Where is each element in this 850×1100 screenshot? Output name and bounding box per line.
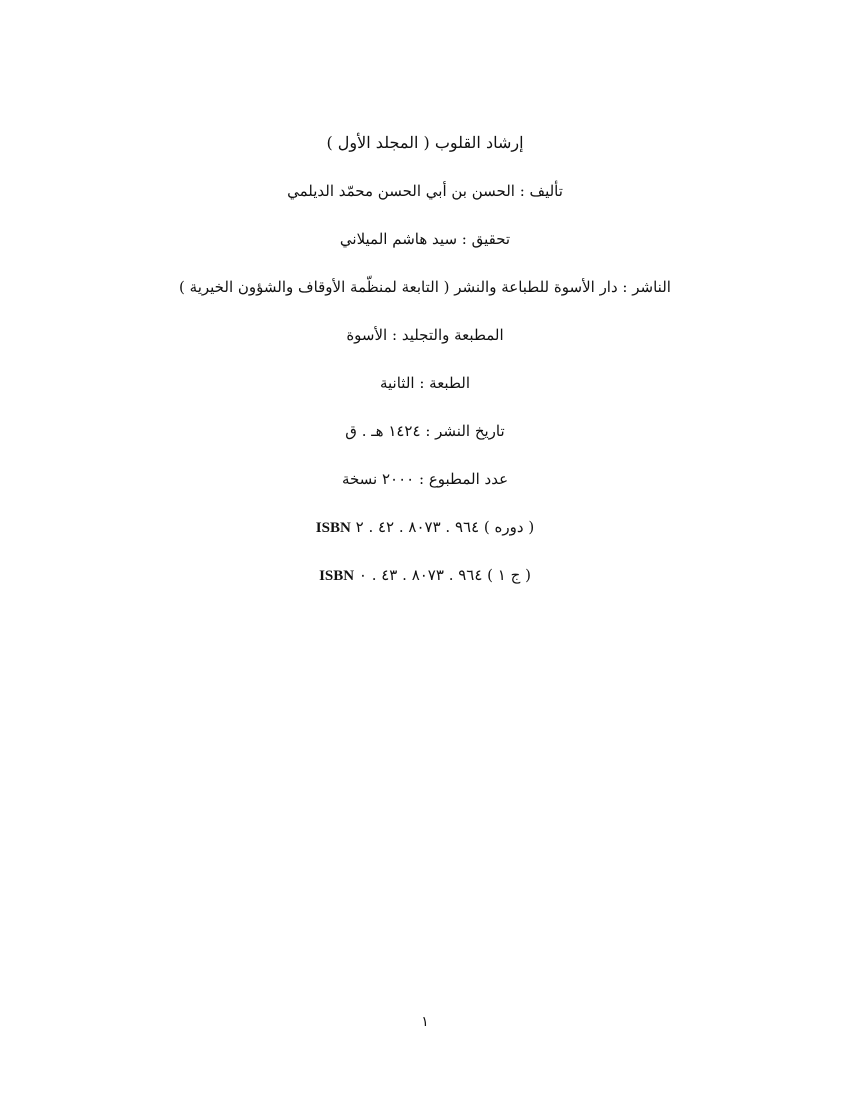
page-number: ١: [421, 1014, 429, 1030]
edition-line: الطبعة : الثانية: [379, 374, 470, 392]
printer-line: المطبعة والتجليد : الأسوة: [346, 326, 504, 344]
imprint-lines: [0, 126, 850, 606]
book-title: إرشاد القلوب ( المجلد الأول ): [326, 133, 524, 152]
editor-line: تحقيق : سيد هاشم الميلاني: [339, 230, 511, 248]
publisher-line: الناشر : دار الأسوة للطباعة والنشر ( التابعة لمنظّمة الأوقاف والشؤون الخيرية ): [179, 278, 671, 296]
publication-date-line: تاريخ النشر : ١٤٢٤ هـ . ق: [345, 422, 505, 440]
isbn-volume-prefix: ISBN: [319, 568, 355, 584]
isbn-volume-line: [0, 558, 850, 606]
isbn-volume-number: ( ج ١ ) ٩٦٤ . ٨٠٧٣ . ٤٣ . ٠: [358, 566, 531, 584]
print-run-line: عدد المطبوع : ٢٠٠٠ نسخة: [341, 470, 509, 488]
isbn-set-prefix: ISBN: [315, 520, 351, 536]
author-line: تأليف : الحسن بن أبي الحسن محمّد الديلمي: [287, 182, 563, 200]
isbn-set-number: ( دوره ) ٩٦٤ . ٨٠٧٣ . ٤٢ . ٢: [355, 518, 535, 536]
isbn-set-line: [0, 510, 850, 558]
